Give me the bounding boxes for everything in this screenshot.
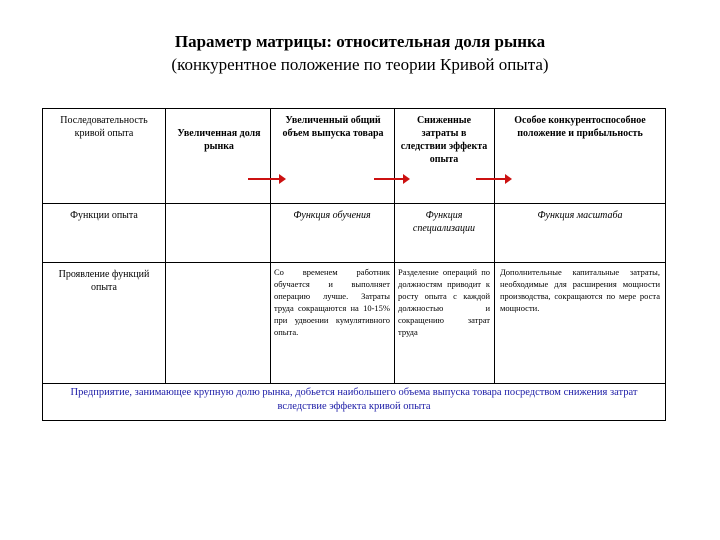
conclusion-text: Предприятие, занимающее крупную долю рынка, добьется наибольшего объема выпуска товара посредством снижения затрат вследствие эффекта кривой опыта [70,387,638,412]
row-label-manifestation: Проявление функций опыта [58,269,150,293]
function-learning: Функция обучения [293,210,371,221]
function-specialization: Функция специализации [412,210,476,234]
col-divider-2 [270,108,271,384]
row-divider-2 [42,262,666,263]
sequence-competitive-position: Особое конкурентоспособное положение и прибыльность [514,115,646,139]
matrix-table [42,108,666,421]
col-divider-4 [494,108,495,384]
row-divider-1 [42,203,666,204]
row-label-sequence: Последовательность кривой опыта [60,115,148,139]
function-scale: Функция масштаба [537,210,623,221]
title-line-2: (конкурентное положение по теории Кривой опыта) [171,55,549,74]
sequence-reduced-costs: Сниженные затраты в следствии эффекта опыта [400,115,488,165]
arrow-1 [248,178,280,180]
sequence-market-share: Увеличенная доля рынка [177,128,261,152]
arrow-2 [374,178,404,180]
title-line-1: Параметр матрицы: относительная доля рынка [174,32,546,51]
col-divider-3 [394,108,395,384]
col-divider-1 [165,108,166,384]
row-label-functions: Функции опыта [70,210,138,221]
manifestation-learning: Со временем работник обучается и выполняет операцию лучше. Затраты труда сокращаются на 10-15% при удвоении кумулятивного опыта. [274,267,390,337]
manifestation-scale: Дополнительные капитальные затраты, необходимые для расширения мощности производства, сокращаются по мере роста мощности. [500,267,660,313]
arrow-3 [476,178,506,180]
row-divider-3 [42,383,666,384]
manifestation-specialization: Разделение операций по должностям приводит к росту опыта с каждой должностью и сокращению затрат труда [398,267,490,337]
sequence-output-volume: Увеличенный общий объем выпуска товара [282,115,384,139]
